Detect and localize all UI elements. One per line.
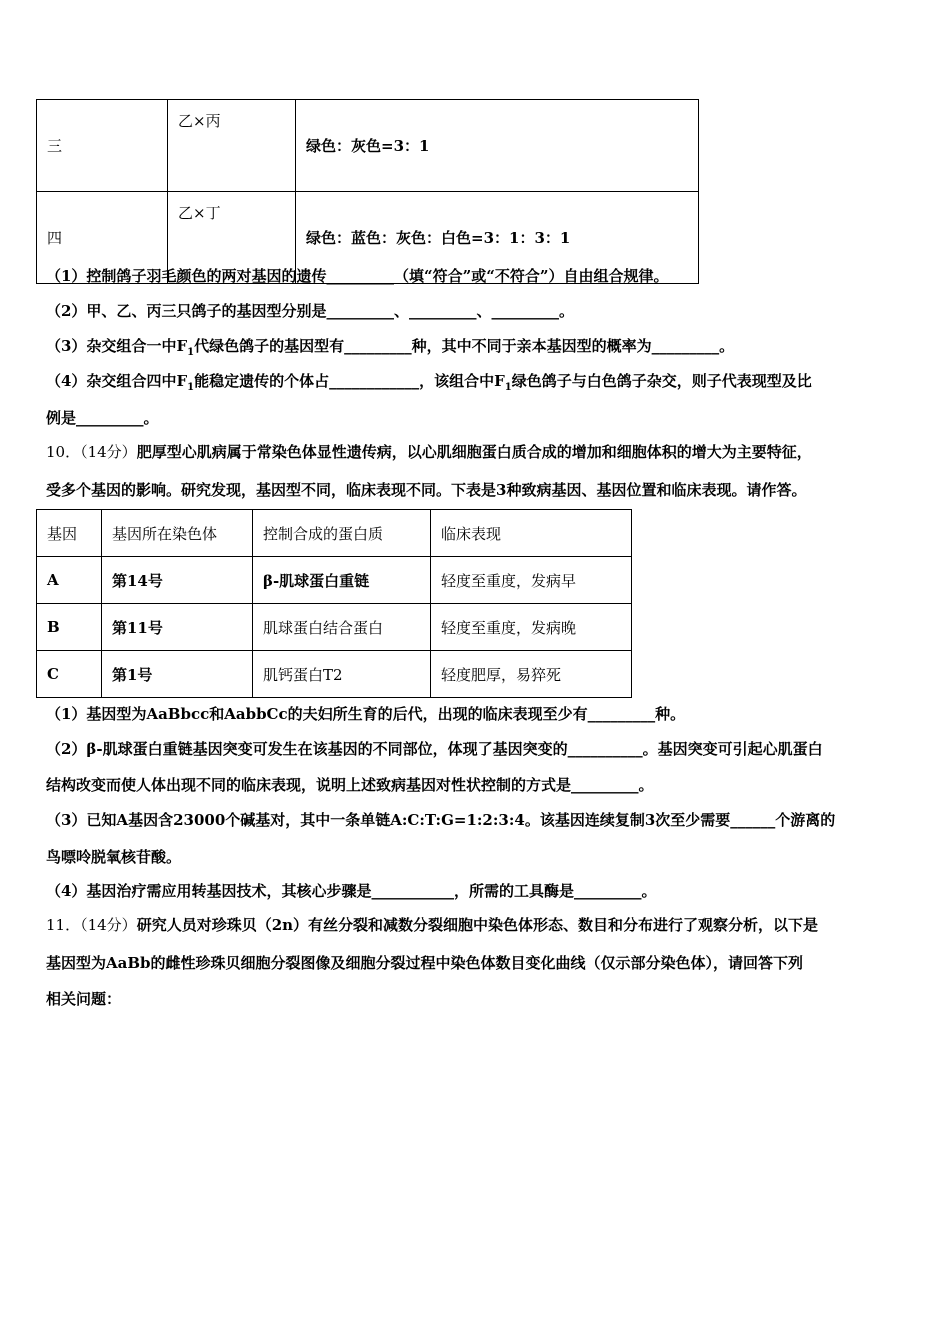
cross-cell: 乙×丙 — [168, 100, 296, 192]
table-row — [37, 651, 632, 698]
q10-sub3: （3）已知A基因含23000个碱基对，其中一条单链A:C:T:G=1:2:3:4。该基因连续复制3次至少需要______个游离的 — [46, 811, 836, 829]
q9-sub3-b: 代绿色鸽子的基因型有_________种，其中不同于亲本基因型的概率为_________。 — [194, 337, 735, 355]
q9-sub3-a: （3）杂交组合一中F — [46, 337, 188, 355]
q11-number: 11．（14分） — [46, 916, 137, 934]
q9-sub4-sub: 1 — [187, 382, 195, 393]
cell-gene: B — [37, 604, 102, 651]
q11-intro-cont: 基因型为AaBb的雌性珍珠贝细胞分裂图像及细胞分裂过程中染色体数目变化曲线（仅示部分染色体），请回答下列 — [46, 954, 804, 972]
gene-table — [36, 509, 632, 698]
header-chromosome: 基因所在染色体 — [102, 510, 253, 557]
table-row — [37, 604, 632, 651]
table-header-row — [37, 510, 632, 557]
q9-sub4-a: （4）杂交组合四中F — [46, 372, 188, 390]
group-cell: 四 — [37, 192, 168, 284]
cell-gene: C — [37, 651, 102, 698]
q10-number: 10．（14分） — [46, 443, 137, 461]
q11-intro-cont2: 相关问题： — [46, 990, 122, 1008]
cell-chromosome: 第11号 — [102, 604, 253, 651]
table-row — [37, 100, 699, 192]
q10-sub1: （1）基因型为AaBbcc和AabbCc的夫妇所生育的后代，出现的临床表现至少有_________种。 — [46, 705, 686, 723]
q10-sub2-cont: 结构改变而使人体出现不同的临床表现，说明上述致病基因对性状控制的方式是_________。 — [46, 776, 654, 794]
header-clinical: 临床表现 — [431, 510, 632, 557]
q10-sub2: （2）β-肌球蛋白重链基因突变可发生在该基因的不同部位，体现了基因突变的__________。基因突变可引起心肌蛋白 — [46, 740, 823, 758]
q9-sub1: （1）控制鸽子羽毛颜色的两对基因的遗传_________（填“符合”或“不符合”）自由组合规律。 — [46, 267, 669, 285]
q10-intro — [46, 441, 916, 463]
q10-intro-cont: 受多个基因的影响。研究发现，基因型不同，临床表现不同。下表是3种致病基因、基因位置和临床表现。请作答。 — [46, 481, 807, 499]
result-cell: 绿色：蓝色：灰色：白色=3：1：3：1 — [296, 192, 699, 284]
q10-sub3-cont: 鸟嘌呤脱氧核苷酸。 — [46, 848, 182, 866]
header-protein: 控制合成的蛋白质 — [253, 510, 431, 557]
cell-protein: 肌球蛋白结合蛋白 — [253, 604, 431, 651]
q9-sub4-b: 能稳定遗传的个体占____________，该组合中F — [194, 372, 505, 390]
cross-cell: 乙×丁 — [168, 192, 296, 284]
cell-chromosome: 第14号 — [102, 557, 253, 604]
q9-sub2: （2）甲、乙、丙三只鸽子的基因型分别是_________、_________、_________。 — [46, 302, 574, 320]
q9-sub4-sub2: 1 — [504, 382, 512, 393]
q9-sub4 — [46, 370, 916, 399]
table-row — [37, 557, 632, 604]
cell-clinical: 轻度至重度，发病晚 — [431, 604, 632, 651]
cell-gene: A — [37, 557, 102, 604]
group-cell: 三 — [37, 100, 168, 192]
q9-sub3 — [46, 335, 916, 364]
cell-clinical: 轻度肥厚，易猝死 — [431, 651, 632, 698]
result-cell: 绿色：灰色=3：1 — [296, 100, 699, 192]
q9-sub3-sub: 1 — [187, 347, 195, 358]
q9-sub4-c: 绿色鸽子与白色鸽子杂交，则子代表现型及比 — [511, 372, 812, 390]
cell-protein: β-肌球蛋白重链 — [253, 557, 431, 604]
cell-protein: 肌钙蛋白T2 — [253, 651, 431, 698]
cell-chromosome: 第1号 — [102, 651, 253, 698]
q11-intro — [46, 914, 916, 936]
q9-sub4-cont: 例是_________。 — [46, 409, 159, 427]
header-gene: 基因 — [37, 510, 102, 557]
q10-intro-text: 肥厚型心肌病属于常染色体显性遗传病，以心肌细胞蛋白质合成的增加和细胞体积的增大为主要特征， — [136, 443, 812, 461]
q11-intro-text: 研究人员对珍珠贝（2n）有丝分裂和减数分裂细胞中染色体形态、数目和分布进行了观察分析，以下是 — [136, 916, 819, 934]
cell-clinical: 轻度至重度，发病早 — [431, 557, 632, 604]
cross-results-table — [36, 99, 699, 284]
q10-sub4: （4）基因治疗需应用转基因技术，其核心步骤是___________，所需的工具酶是_________。 — [46, 882, 657, 900]
